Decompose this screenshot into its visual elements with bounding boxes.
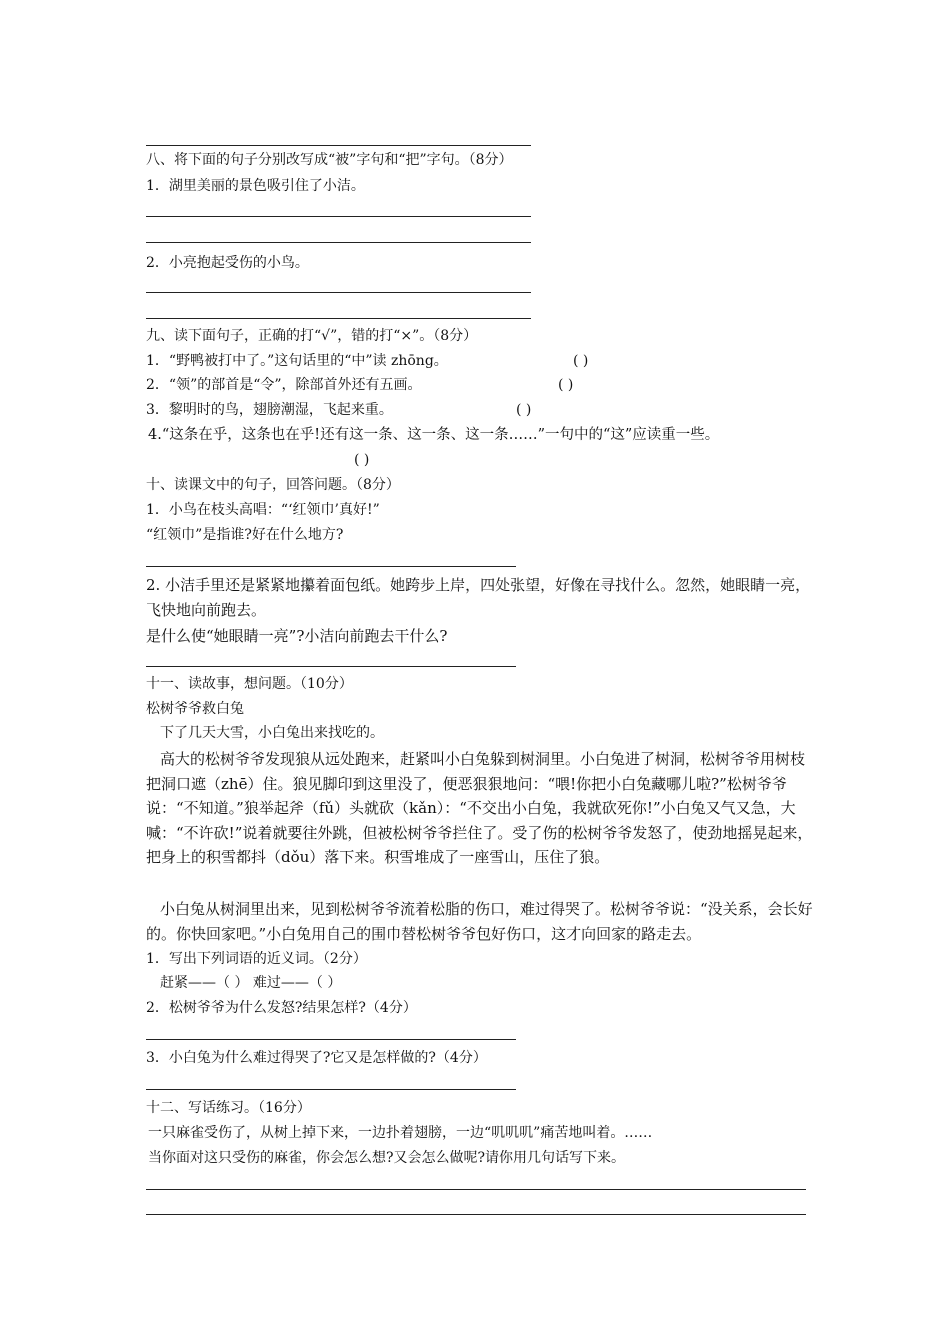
answer-line — [146, 318, 531, 319]
section-9-question-1: 1．“野鸭被打中了。”这句话里的“中”读 zhōng。 — [146, 353, 448, 369]
section-11-question-3: 3．小白兔为什么难过得哭了?它又是怎样做的?（4分） — [146, 1050, 487, 1066]
section-10-question-1: 1．小鸟在枝头高唱：“‘红领巾’真好!” — [146, 502, 380, 518]
section-8-title: 八、将下面的句子分别改写成“被”字句和“把”字句。（8分） — [146, 152, 513, 168]
section-9-question-3: 3．黎明时的鸟，翅膀潮湿，飞起来重。 — [146, 402, 393, 418]
writing-line — [146, 1214, 806, 1215]
section-9-title: 九、读下面句子，正确的打“√”，错的打“×”。（8分） — [146, 328, 478, 344]
section-12-title: 十二、写话练习。（16分） — [146, 1100, 311, 1116]
answer-line — [146, 566, 516, 567]
story-paragraph-2: 高大的松树爷爷发现狼从远处跑来，赶紧叫小白兔躲到树洞里。小白兔进了树洞，松树爷爷用树枝把洞口遮（zhē）住。狼见脚印到这里没了，便恶狠狠地问：“喂!你把小白兔藏哪儿啦?”松树爷爷说：“不知道。”狼举起斧（fǔ）头就砍（kǎn）：“不交出小白兔，我就砍死你!”小白兔又气又急，大喊：“不许砍!”说着就要往外跳，但被松树爷爷拦住了。受了伤的松树爷爷发怒了，使劲地摇晃起来，把身上的积雪都抖（dǒu）落下来。积雪堆成了一座雪山，压住了狼。 — [146, 750, 813, 866]
answer-parentheses: ( ) — [354, 452, 370, 468]
answer-line — [146, 1039, 516, 1040]
section-10-question-1-ask: “红领巾”是指谁?好在什么地方? — [146, 527, 344, 543]
answer-line — [146, 292, 531, 293]
writing-line — [146, 1189, 806, 1190]
story-title: 松树爷爷救白兔 — [146, 701, 244, 717]
answer-line — [146, 216, 531, 217]
section-10-question-2: 2. 小洁手里还是紧紧地攥着面包纸。她跨步上岸，四处张望，好像在寻找什么。忽然，她眼睛一亮，飞快地向前跑去。 — [146, 576, 811, 619]
answer-parentheses: ( ) — [558, 377, 574, 393]
answer-parentheses: ( ) — [573, 353, 589, 369]
answer-parentheses: ( ) — [516, 402, 532, 418]
answer-line — [146, 242, 531, 243]
section-8-question-2: 2．小亮抱起受伤的小鸟。 — [146, 255, 309, 271]
synonym-blanks: 赶紧——（ ） 难过——（ ） — [160, 975, 342, 991]
section-10-question-2-ask: 是什么使“她眼睛一亮”?小洁向前跑去干什么? — [146, 627, 448, 645]
section-9-question-4: 4.“这条在乎，这条也在乎!还有这一条、这一条、这一条……”一句中的“这”应读重一些。 — [148, 427, 720, 443]
answer-line — [146, 666, 516, 667]
answer-line — [146, 145, 531, 146]
section-10-title: 十、读课文中的句子，回答问题。（8分） — [146, 477, 400, 493]
story-paragraph-1: 下了几天大雪，小白兔出来找吃的。 — [160, 725, 384, 741]
section-11-title: 十一、读故事，想问题。（10分） — [146, 676, 353, 692]
story-paragraph-3: 小白兔从树洞里出来，见到松树爷爷流着松脂的伤口，难过得哭了。松树爷爷说：“没关系，会长好的。你快回家吧。”小白兔用自己的围巾替松树爷爷包好伤口，这才向回家的路走去。 — [146, 900, 813, 943]
section-12-prompt-2: 当你面对这只受伤的麻雀，你会怎么想?又会怎么做呢?请你用几句话写下来。 — [148, 1150, 626, 1166]
answer-line — [146, 1089, 516, 1090]
section-11-question-2: 2．松树爷爷为什么发怒?结果怎样?（4分） — [146, 1000, 417, 1016]
section-12-prompt-1: 一只麻雀受伤了，从树上掉下来，一边扑着翅膀，一边“叽叽叽”痛苦地叫着。…… — [148, 1125, 653, 1141]
section-9-question-2: 2．“领”的部首是“令”，除部首外还有五画。 — [146, 377, 422, 393]
section-11-question-1: 1．写出下列词语的近义词。（2分） — [146, 951, 367, 967]
section-8-question-1: 1．湖里美丽的景色吸引住了小洁。 — [146, 178, 365, 194]
